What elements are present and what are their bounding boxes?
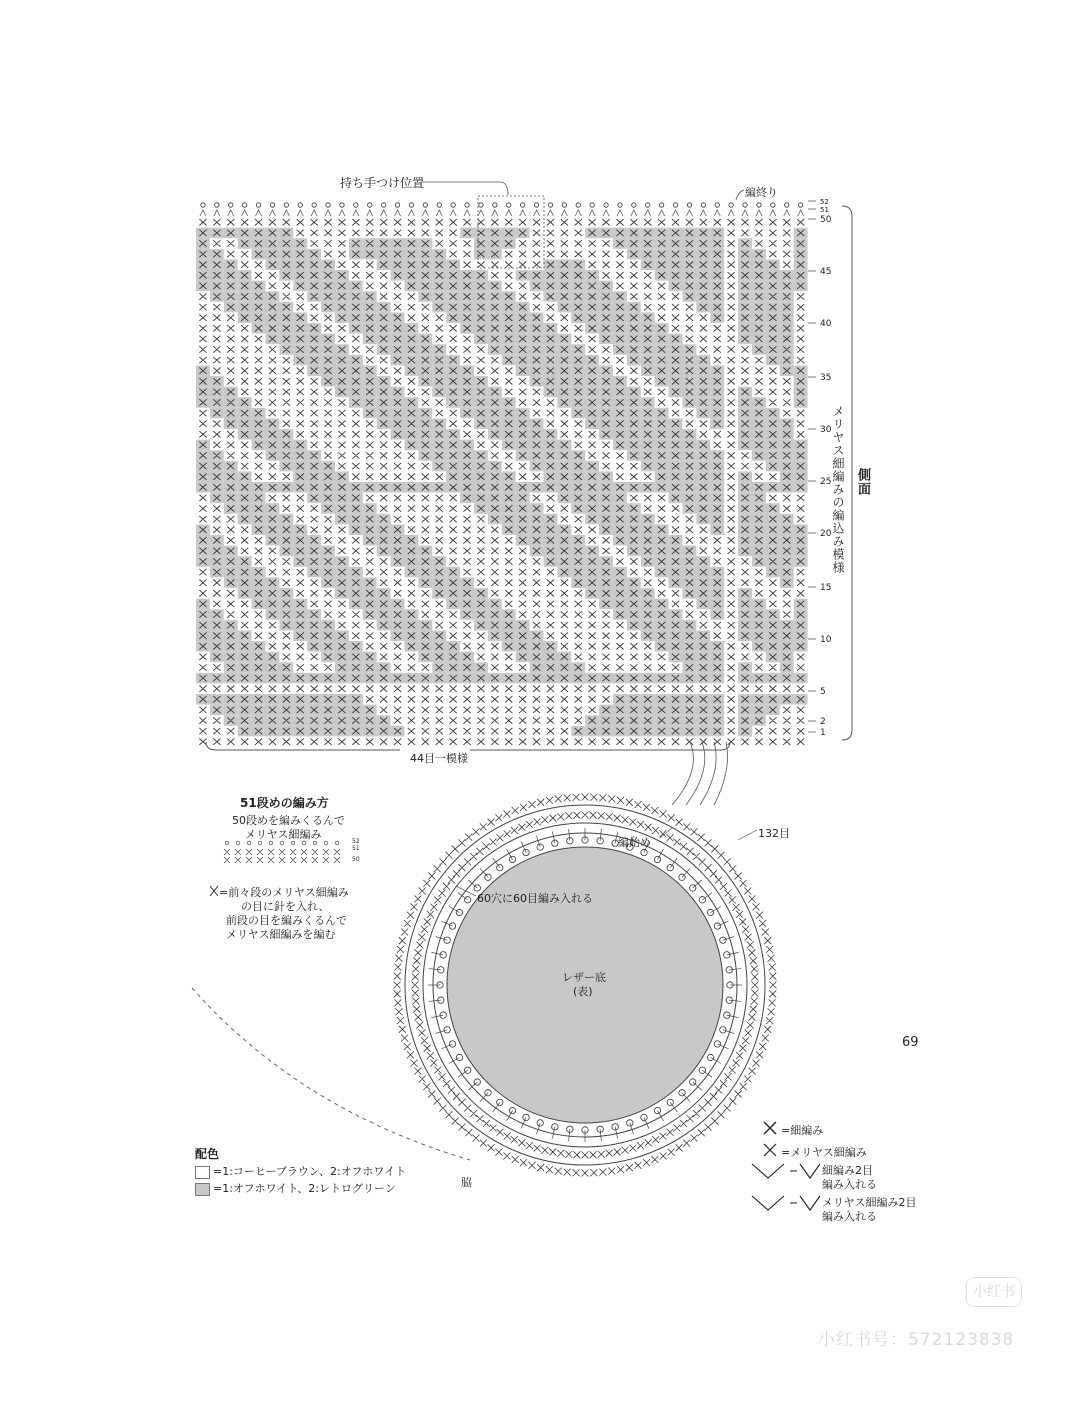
row51-note-2: の目に針を入れ、 [241, 900, 330, 913]
hole-stitch [468, 1082, 477, 1090]
white-swatch-text: =1:コーヒーブラウン、2:オフホワイト [213, 1165, 407, 1178]
row-label: 40 [820, 319, 832, 329]
row52-stitch [590, 203, 594, 207]
hole-stitch [682, 1093, 690, 1102]
row52-stitch [548, 203, 552, 207]
color-legend-white [195, 1163, 406, 1179]
row52-stitch [687, 203, 691, 207]
row52-stitch [493, 203, 497, 207]
row52-stitch [507, 203, 511, 207]
hole-stitch [682, 868, 690, 877]
chart-grid [196, 203, 808, 745]
hole-stitch [480, 868, 488, 877]
side-pattern-label: メリヤス細編みの編込み模様 [831, 405, 845, 574]
row52-stitch [604, 203, 608, 207]
ksc-symbol [764, 1144, 776, 1156]
watermark-logo: 小红书 [966, 1277, 1022, 1307]
row-number-labels [808, 198, 832, 738]
row52-stitch [298, 203, 302, 207]
start-label: 編始め [618, 836, 651, 849]
note-symbol [210, 886, 218, 896]
holes-label: 60穴に60目編み入れる [477, 892, 593, 905]
row52-stitch [659, 203, 663, 207]
row52-stitch [757, 203, 761, 207]
row52-stitch [771, 203, 775, 207]
white-swatch [195, 1166, 210, 1179]
row-label: 50 [820, 215, 832, 225]
row51-title: 51段めの編み方 [240, 796, 329, 810]
row51-mini-52: 52 [352, 838, 360, 845]
row52-stitch [409, 203, 413, 207]
row52-stitch [534, 203, 538, 207]
row52-stitch [729, 203, 733, 207]
row52-stitch [368, 203, 372, 207]
row52-stitch [701, 203, 705, 207]
row52-stitch [646, 203, 650, 207]
symbol-kinc-label-1: メリヤス細編み2目 [822, 1196, 917, 1209]
row52-stitch [479, 203, 483, 207]
row-label: 52 [820, 198, 829, 206]
hole-stitch [468, 880, 477, 888]
row52-stitch [326, 203, 330, 207]
watermark-text: 小红书号：572123838 [818, 1330, 1015, 1350]
leather-base-face-label: (表) [573, 985, 593, 998]
row52-stitch [242, 203, 246, 207]
row52-stitch [395, 203, 399, 207]
page-number: 69 [902, 1035, 919, 1050]
row-label: 1 [820, 728, 826, 738]
repeat-label: 44目一模様 [410, 752, 468, 765]
inc-symbol [752, 1164, 820, 1178]
row52-stitch [798, 203, 802, 207]
row-label: 30 [820, 425, 832, 435]
row52-stitch [520, 203, 524, 207]
row52-stitch [743, 203, 747, 207]
row51-stitches [200, 210, 804, 216]
row51-line2: メリヤス細編み [245, 828, 322, 841]
row52-stitch [437, 203, 441, 207]
row52-stitch [715, 203, 719, 207]
row52-stitch [381, 203, 385, 207]
row-label: 51 [820, 206, 829, 214]
mini-stitch [324, 841, 328, 845]
link-line [686, 742, 705, 805]
row52-stitch [576, 203, 580, 207]
holes-leader [456, 886, 476, 896]
row52-stitch [340, 203, 344, 207]
kinc-symbol [752, 1196, 820, 1210]
row51-mini-50: 50 [352, 856, 360, 863]
gray-swatch [195, 1183, 210, 1196]
mini-stitch [335, 841, 339, 845]
row-label: 20 [820, 529, 832, 539]
row-label: 35 [820, 373, 832, 383]
hole-stitch [480, 1093, 488, 1102]
hole-stitch [693, 1082, 702, 1090]
row52-stitch [312, 203, 316, 207]
row52-stitch [451, 203, 455, 207]
row-label: 15 [820, 583, 832, 593]
side-marker-label: 脇 [461, 1176, 472, 1189]
row52-stitch [618, 203, 622, 207]
color-legend-title: 配色 [195, 1147, 220, 1161]
row52-stitch [270, 203, 274, 207]
row51-line1: 50段めを編みくるんで [232, 814, 345, 827]
row52-stitch [785, 203, 789, 207]
row52-stitch [423, 203, 427, 207]
row52-stitch [229, 203, 233, 207]
row-label: 25 [820, 477, 832, 487]
mini-chart [224, 849, 340, 863]
handle-leader [422, 182, 508, 195]
row51-note-1: =前々段のメリヤス細編み [219, 886, 349, 899]
row-label: 2 [820, 717, 826, 727]
count-leader [738, 830, 757, 840]
mini-stitch [225, 841, 229, 845]
link-line [672, 742, 693, 805]
gray-swatch-text: =1:オフホワイト、2:レトログリーン [213, 1182, 396, 1195]
row52-stitch [256, 203, 260, 207]
row51-mini-51: 51 [352, 845, 360, 852]
color-legend-gray [195, 1180, 396, 1196]
row-label: 45 [820, 267, 832, 277]
row52-stitch [215, 203, 219, 207]
row-label: 5 [820, 687, 826, 697]
symbol-inc-label-1: 細編み2目 [822, 1164, 873, 1177]
row52-stitch [354, 203, 358, 207]
row52-stitch [284, 203, 288, 207]
end-label: 編終り [745, 186, 778, 199]
side-title: 側面 [855, 468, 870, 496]
sc-symbol [764, 1122, 776, 1134]
symbol-sc-label: =細編み [781, 1124, 824, 1137]
symbol-kinc-label-2: 編み入れる [822, 1210, 877, 1223]
row52-stitch [201, 203, 205, 207]
row52-stitch [465, 203, 469, 207]
row52-stitch [562, 203, 566, 207]
row52-stitch [673, 203, 677, 207]
row-label: 10 [820, 635, 832, 645]
symbol-ksc-label: =メリヤス細編み [781, 1146, 867, 1159]
end-leader [736, 190, 744, 200]
hole-stitch [693, 880, 702, 888]
leather-base-label: レザー底 [562, 971, 606, 984]
handle-position-label: 持ち手つけ位置 [340, 176, 425, 190]
stitch-count-label: 132目 [758, 827, 790, 840]
row51-note-3: 前段の目を編みくるんで [226, 914, 347, 927]
row52-stitch [632, 203, 636, 207]
row51-note-4: メリヤス細編みを編む [226, 928, 336, 941]
symbol-inc-label-2: 編み入れる [822, 1178, 877, 1191]
mini-stitch [236, 841, 240, 845]
